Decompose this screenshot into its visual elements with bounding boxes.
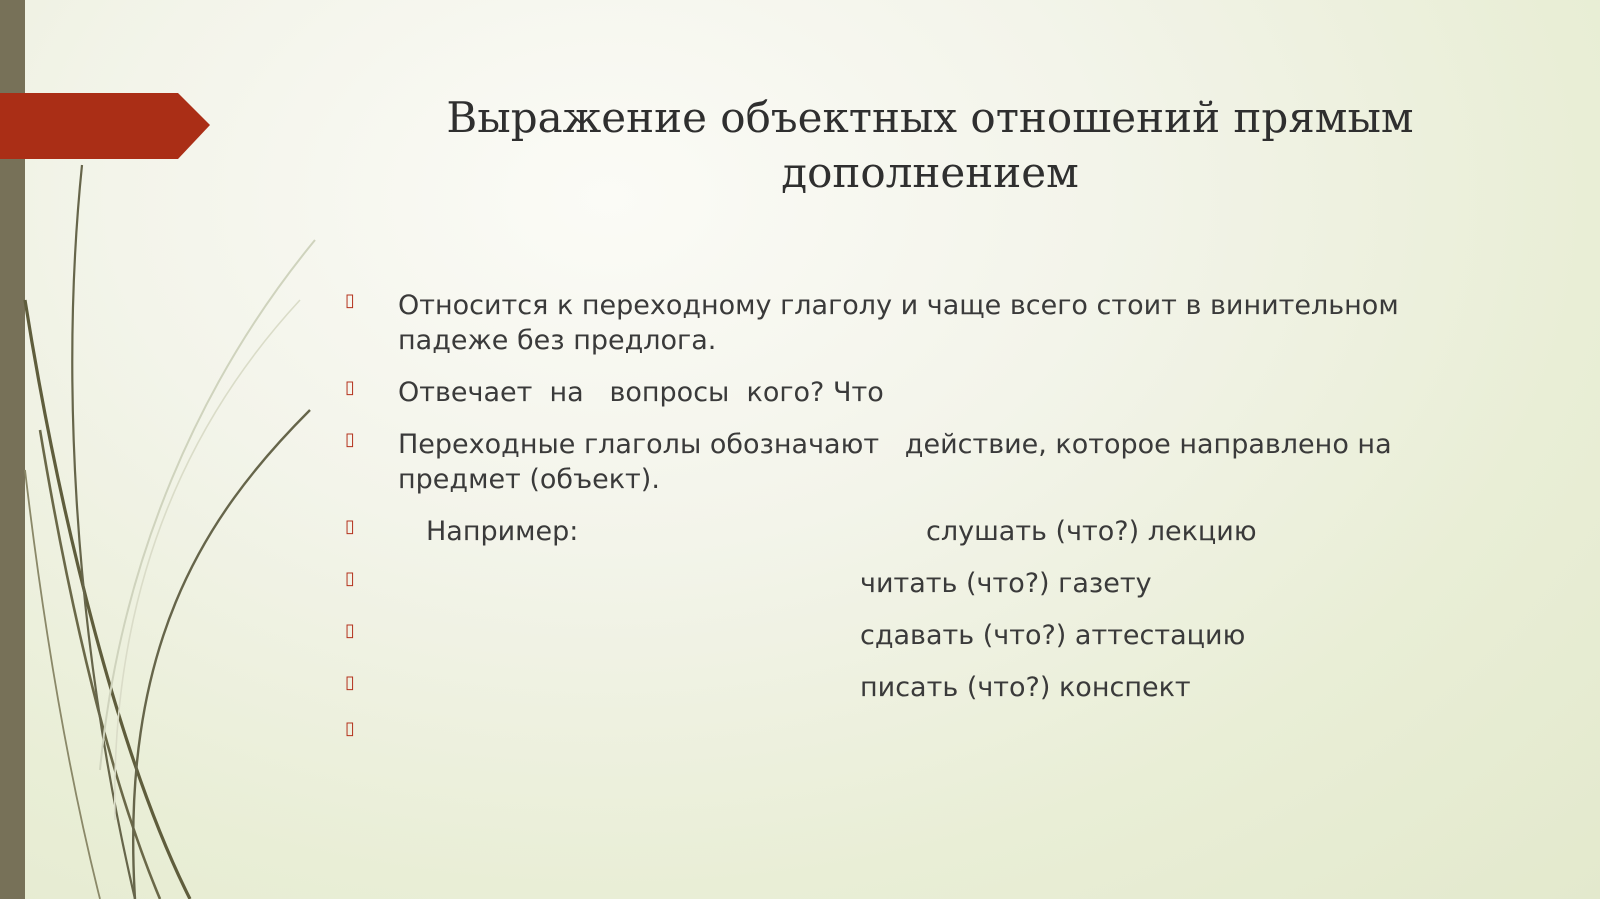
bullet-list xyxy=(340,0,1420,899)
square-bullet-icon: ▯ xyxy=(345,377,355,398)
title-ribbon-arrow xyxy=(0,93,210,253)
slide-title-line-1: Выражение объектных отношений прямым xyxy=(446,93,1414,142)
square-bullet-icon: ▯ xyxy=(345,568,355,589)
example-value: писать (что?) конспект xyxy=(860,672,1191,703)
square-bullet-icon: ▯ xyxy=(345,672,355,693)
square-bullet-icon: ▯ xyxy=(345,620,355,641)
slide-title-line-2: дополнением xyxy=(781,148,1079,197)
example-value: сдавать (что?) аттестацию xyxy=(860,620,1246,651)
example-value: читать (что?) газету xyxy=(860,568,1152,599)
square-bullet-icon: ▯ xyxy=(345,718,355,739)
square-bullet-icon: ▯ xyxy=(345,516,355,537)
bullet-text: Переходные глаголы обозначают действие, которое направлено на предмет (объект). xyxy=(398,429,1401,495)
example-value: слушать (что?) лекцию xyxy=(926,516,1257,547)
bullet-text: Относится к переходному глаголу и чаще всего стоит в винительном падеже без предлога. xyxy=(398,290,1408,356)
square-bullet-icon: ▯ xyxy=(345,429,355,450)
example-label: Например: xyxy=(426,516,579,547)
bullet-text: Отвечает на вопросы кого? Что xyxy=(398,377,884,408)
square-bullet-icon: ▯ xyxy=(345,290,355,311)
